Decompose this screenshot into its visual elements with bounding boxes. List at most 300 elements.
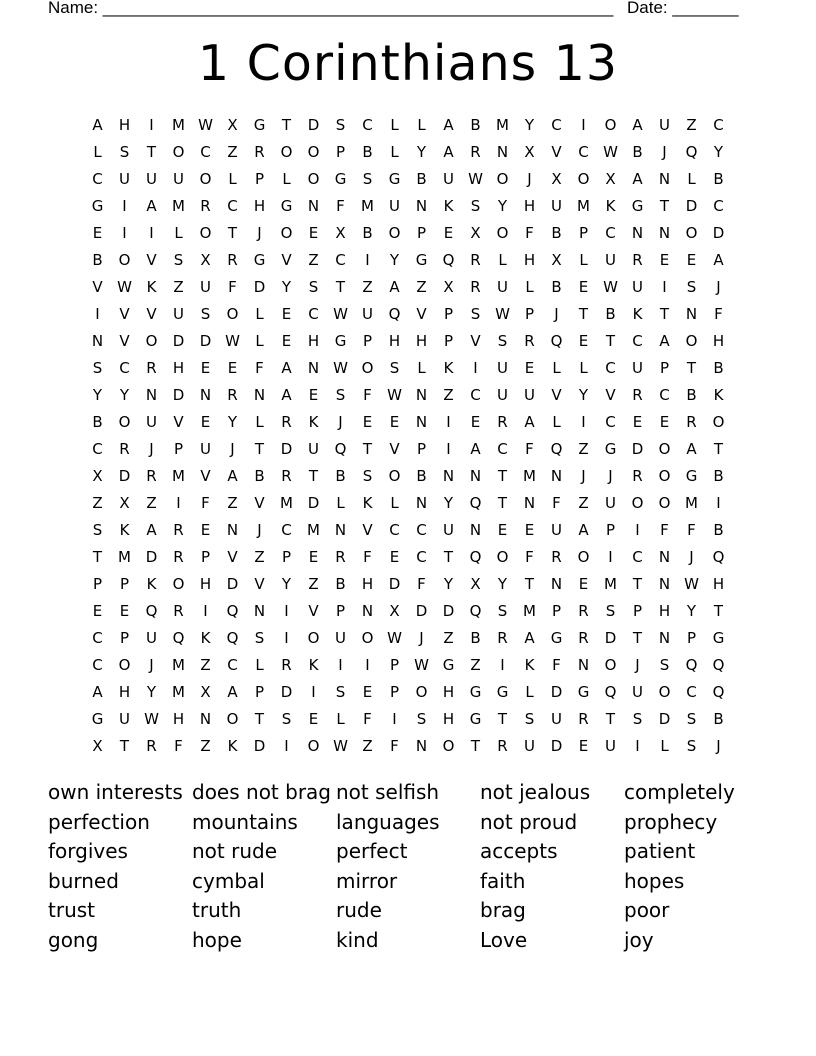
grid-letter[interactable]: U — [335, 629, 346, 647]
grid-letter[interactable]: O — [307, 170, 320, 188]
grid-letter[interactable]: B — [92, 251, 103, 269]
grid-letter[interactable]: C — [92, 440, 103, 458]
grid-letter[interactable]: C — [227, 656, 238, 674]
grid-letter[interactable]: J — [716, 278, 721, 296]
grid-letter[interactable]: L — [282, 170, 291, 188]
grid-letter[interactable]: Z — [362, 737, 373, 755]
grid-letter[interactable]: L — [93, 143, 102, 161]
grid-letter[interactable]: V — [146, 251, 157, 269]
grid-letter[interactable]: Y — [119, 386, 130, 404]
grid-letter[interactable]: U — [632, 359, 643, 377]
grid-letter[interactable]: S — [470, 197, 481, 215]
grid-letter[interactable]: O — [685, 224, 698, 242]
grid-letter[interactable]: W — [333, 305, 348, 323]
grid-letter[interactable]: G — [577, 683, 590, 701]
grid-letter[interactable]: I — [500, 656, 505, 674]
grid-letter[interactable]: H — [253, 197, 266, 215]
grid-letter[interactable]: Z — [146, 494, 157, 512]
grid-letter[interactable]: G — [253, 116, 266, 134]
grid-letter[interactable]: D — [712, 224, 725, 242]
grid-letter[interactable]: O — [496, 170, 509, 188]
grid-letter[interactable]: R — [578, 629, 589, 647]
grid-letter[interactable]: R — [578, 710, 589, 728]
grid-letter[interactable]: O — [226, 305, 239, 323]
grid-letter[interactable]: V — [551, 386, 562, 404]
grid-letter[interactable]: S — [92, 359, 103, 377]
grid-letter[interactable]: Y — [227, 413, 238, 431]
grid-letter[interactable]: U — [605, 494, 616, 512]
grid-letter[interactable]: Z — [173, 278, 184, 296]
grid-letter[interactable]: O — [577, 548, 590, 566]
grid-letter[interactable]: E — [308, 710, 319, 728]
grid-letter[interactable]: B — [92, 413, 103, 431]
grid-letter[interactable]: L — [255, 305, 264, 323]
grid-letter[interactable]: R — [632, 251, 643, 269]
grid-letter[interactable]: C — [227, 197, 238, 215]
grid-letter[interactable]: P — [416, 440, 427, 458]
grid-letter[interactable]: A — [227, 683, 238, 701]
grid-letter[interactable]: L — [390, 494, 399, 512]
grid-letter[interactable]: K — [119, 521, 130, 539]
grid-letter[interactable]: R — [281, 656, 292, 674]
grid-letter[interactable]: U — [362, 305, 373, 323]
grid-letter[interactable]: U — [551, 521, 562, 539]
grid-letter[interactable]: K — [443, 359, 454, 377]
grid-letter[interactable]: U — [551, 710, 562, 728]
grid-letter[interactable]: N — [415, 494, 428, 512]
grid-letter[interactable]: L — [660, 737, 669, 755]
grid-letter[interactable]: C — [497, 440, 508, 458]
grid-letter[interactable]: T — [605, 710, 616, 728]
grid-letter[interactable]: N — [550, 467, 563, 485]
grid-letter[interactable]: P — [389, 656, 400, 674]
grid-letter[interactable]: W — [198, 116, 213, 134]
grid-letter[interactable]: E — [632, 413, 643, 431]
grid-letter[interactable]: K — [362, 494, 373, 512]
grid-letter[interactable]: G — [442, 656, 455, 674]
grid-letter[interactable]: P — [443, 332, 454, 350]
grid-letter[interactable]: J — [581, 467, 586, 485]
grid-letter[interactable]: U — [443, 170, 454, 188]
grid-letter[interactable]: E — [659, 251, 670, 269]
grid-letter[interactable]: W — [333, 359, 348, 377]
grid-letter[interactable]: G — [496, 683, 509, 701]
grid-letter[interactable]: D — [226, 575, 239, 593]
grid-letter[interactable]: N — [469, 521, 482, 539]
grid-letter[interactable]: J — [257, 521, 262, 539]
grid-letter[interactable]: P — [335, 143, 346, 161]
grid-letter[interactable]: O — [172, 575, 185, 593]
grid-letter[interactable]: N — [631, 224, 644, 242]
grid-letter[interactable]: L — [525, 683, 534, 701]
grid-letter[interactable]: L — [255, 332, 264, 350]
grid-letter[interactable]: E — [200, 521, 211, 539]
grid-letter[interactable]: K — [146, 278, 157, 296]
grid-letter[interactable]: O — [361, 629, 374, 647]
grid-letter[interactable]: B — [470, 629, 481, 647]
grid-letter[interactable]: T — [227, 224, 238, 242]
grid-letter[interactable]: F — [525, 440, 534, 458]
grid-letter[interactable]: H — [442, 710, 455, 728]
grid-letter[interactable]: Z — [308, 251, 319, 269]
grid-letter[interactable]: N — [307, 197, 320, 215]
grid-letter[interactable]: B — [686, 386, 697, 404]
grid-letter[interactable]: G — [334, 170, 347, 188]
grid-letter[interactable]: N — [91, 332, 104, 350]
grid-letter[interactable]: T — [308, 467, 319, 485]
grid-letter[interactable]: S — [605, 602, 616, 620]
grid-letter[interactable]: R — [551, 548, 562, 566]
grid-letter[interactable]: C — [713, 116, 724, 134]
grid-letter[interactable]: O — [604, 656, 617, 674]
grid-letter[interactable]: C — [119, 359, 130, 377]
grid-letter[interactable]: L — [390, 143, 399, 161]
grid-letter[interactable]: N — [415, 413, 428, 431]
grid-letter[interactable]: C — [605, 224, 616, 242]
grid-letter[interactable]: M — [307, 521, 320, 539]
grid-letter[interactable]: Q — [712, 683, 725, 701]
grid-letter[interactable]: T — [470, 737, 481, 755]
grid-letter[interactable]: N — [253, 386, 266, 404]
grid-letter[interactable]: K — [308, 413, 319, 431]
grid-letter[interactable]: F — [525, 224, 534, 242]
grid-letter[interactable]: L — [525, 278, 534, 296]
grid-letter[interactable]: U — [524, 737, 535, 755]
grid-letter[interactable]: O — [658, 440, 671, 458]
grid-letter[interactable]: D — [118, 467, 131, 485]
grid-letter[interactable]: O — [145, 332, 158, 350]
grid-letter[interactable]: E — [281, 332, 292, 350]
grid-letter[interactable]: S — [335, 386, 346, 404]
grid-letter[interactable]: B — [335, 467, 346, 485]
grid-letter[interactable]: U — [389, 197, 400, 215]
grid-letter[interactable]: I — [635, 521, 640, 539]
grid-letter[interactable]: L — [417, 116, 426, 134]
grid-letter[interactable]: R — [470, 251, 481, 269]
grid-letter[interactable]: T — [281, 116, 292, 134]
grid-letter[interactable]: Y — [416, 143, 427, 161]
grid-letter[interactable]: A — [632, 170, 643, 188]
grid-letter[interactable]: K — [443, 197, 454, 215]
grid-letter[interactable]: Z — [227, 494, 238, 512]
grid-letter[interactable]: J — [257, 224, 262, 242]
grid-letter[interactable]: O — [118, 413, 131, 431]
grid-letter[interactable]: E — [281, 305, 292, 323]
grid-letter[interactable]: G — [334, 332, 347, 350]
grid-letter[interactable]: I — [581, 413, 586, 431]
grid-letter[interactable]: N — [469, 467, 482, 485]
grid-letter[interactable]: M — [172, 116, 185, 134]
grid-letter[interactable]: S — [119, 143, 130, 161]
grid-letter[interactable]: I — [365, 656, 370, 674]
grid-letter[interactable]: E — [470, 413, 481, 431]
grid-letter[interactable]: C — [92, 629, 103, 647]
grid-letter[interactable]: J — [608, 467, 613, 485]
grid-letter[interactable]: T — [362, 440, 373, 458]
grid-letter[interactable]: U — [605, 737, 616, 755]
grid-letter[interactable]: Y — [443, 494, 454, 512]
grid-letter[interactable]: T — [524, 575, 535, 593]
grid-letter[interactable]: N — [496, 143, 509, 161]
grid-letter[interactable]: V — [308, 602, 319, 620]
grid-letter[interactable]: N — [199, 386, 212, 404]
grid-letter[interactable]: Y — [281, 278, 292, 296]
grid-letter[interactable]: Z — [686, 116, 697, 134]
grid-letter[interactable]: G — [469, 710, 482, 728]
grid-letter[interactable]: X — [524, 143, 535, 161]
grid-letter[interactable]: A — [713, 251, 724, 269]
grid-letter[interactable]: V — [200, 467, 211, 485]
grid-letter[interactable]: F — [552, 656, 561, 674]
grid-letter[interactable]: H — [199, 575, 212, 593]
grid-letter[interactable]: R — [146, 737, 157, 755]
grid-letter[interactable]: A — [227, 467, 238, 485]
grid-letter[interactable]: C — [416, 548, 427, 566]
grid-letter[interactable]: F — [714, 305, 723, 323]
grid-letter[interactable]: C — [281, 521, 292, 539]
grid-letter[interactable]: L — [552, 413, 561, 431]
grid-letter[interactable]: W — [225, 332, 240, 350]
grid-letter[interactable]: W — [603, 278, 618, 296]
grid-letter[interactable]: S — [308, 278, 319, 296]
grid-letter[interactable]: S — [524, 710, 535, 728]
grid-letter[interactable]: E — [92, 602, 103, 620]
grid-letter[interactable]: S — [686, 278, 697, 296]
grid-letter[interactable]: M — [685, 494, 698, 512]
grid-letter[interactable]: L — [255, 656, 264, 674]
grid-letter[interactable]: S — [686, 710, 697, 728]
grid-letter[interactable]: S — [659, 656, 670, 674]
grid-letter[interactable]: O — [712, 413, 725, 431]
grid-letter[interactable]: J — [662, 143, 667, 161]
grid-letter[interactable]: V — [119, 305, 130, 323]
grid-letter[interactable]: F — [660, 521, 669, 539]
grid-letter[interactable]: O — [415, 683, 428, 701]
grid-letter[interactable]: I — [149, 224, 154, 242]
grid-letter[interactable]: O — [361, 359, 374, 377]
grid-letter[interactable]: R — [146, 467, 157, 485]
grid-letter[interactable]: P — [200, 548, 211, 566]
grid-letter[interactable]: A — [92, 116, 103, 134]
grid-letter[interactable]: U — [119, 170, 130, 188]
grid-letter[interactable]: T — [335, 278, 346, 296]
grid-letter[interactable]: F — [390, 737, 399, 755]
grid-letter[interactable]: Z — [254, 548, 265, 566]
grid-letter[interactable]: Y — [389, 251, 400, 269]
grid-letter[interactable]: B — [713, 710, 724, 728]
grid-letter[interactable]: N — [361, 602, 374, 620]
grid-letter[interactable]: Q — [550, 332, 563, 350]
grid-letter[interactable]: B — [632, 143, 643, 161]
grid-letter[interactable]: M — [172, 656, 185, 674]
grid-letter[interactable]: O — [631, 494, 644, 512]
grid-letter[interactable]: S — [497, 602, 508, 620]
grid-letter[interactable]: Q — [685, 143, 698, 161]
grid-letter[interactable]: M — [577, 197, 590, 215]
grid-letter[interactable]: P — [605, 521, 616, 539]
grid-letter[interactable]: B — [713, 521, 724, 539]
grid-letter[interactable]: L — [336, 710, 345, 728]
grid-letter[interactable]: S — [470, 305, 481, 323]
grid-letter[interactable]: P — [416, 224, 427, 242]
grid-letter[interactable]: Q — [550, 440, 563, 458]
grid-letter[interactable]: G — [550, 629, 563, 647]
grid-letter[interactable]: B — [713, 467, 724, 485]
grid-letter[interactable]: H — [523, 251, 536, 269]
grid-letter[interactable]: H — [172, 359, 185, 377]
grid-letter[interactable]: U — [524, 386, 535, 404]
grid-letter[interactable]: G — [91, 710, 104, 728]
grid-letter[interactable]: C — [713, 197, 724, 215]
grid-letter[interactable]: M — [118, 548, 131, 566]
grid-letter[interactable]: L — [552, 359, 561, 377]
grid-letter[interactable]: O — [280, 143, 293, 161]
grid-letter[interactable]: W — [387, 386, 402, 404]
grid-letter[interactable]: U — [173, 170, 184, 188]
grid-letter[interactable]: I — [365, 251, 370, 269]
grid-letter[interactable]: O — [226, 710, 239, 728]
grid-letter[interactable]: I — [473, 359, 478, 377]
grid-letter[interactable]: B — [551, 278, 562, 296]
grid-letter[interactable]: B — [416, 467, 427, 485]
grid-letter[interactable]: R — [632, 467, 643, 485]
grid-letter[interactable]: C — [470, 386, 481, 404]
grid-letter[interactable]: M — [172, 467, 185, 485]
grid-letter[interactable]: P — [281, 548, 292, 566]
grid-letter[interactable]: Z — [416, 278, 427, 296]
grid-letter[interactable]: R — [524, 332, 535, 350]
grid-letter[interactable]: R — [497, 737, 508, 755]
grid-letter[interactable]: T — [605, 332, 616, 350]
grid-letter[interactable]: I — [176, 494, 181, 512]
grid-letter[interactable]: C — [605, 413, 616, 431]
grid-letter[interactable]: D — [172, 332, 185, 350]
grid-letter[interactable]: B — [254, 467, 265, 485]
grid-letter[interactable]: K — [632, 305, 643, 323]
grid-letter[interactable]: C — [686, 683, 697, 701]
grid-letter[interactable]: W — [387, 629, 402, 647]
grid-letter[interactable]: L — [228, 170, 237, 188]
grid-letter[interactable]: O — [199, 170, 212, 188]
grid-letter[interactable]: K — [524, 656, 535, 674]
grid-letter[interactable]: Y — [686, 602, 697, 620]
grid-letter[interactable]: S — [416, 710, 427, 728]
grid-letter[interactable]: E — [362, 413, 373, 431]
grid-letter[interactable]: T — [497, 710, 508, 728]
grid-letter[interactable]: E — [578, 332, 589, 350]
grid-letter[interactable]: L — [579, 251, 588, 269]
grid-letter[interactable]: H — [712, 575, 725, 593]
grid-letter[interactable]: S — [632, 710, 643, 728]
grid-letter[interactable]: P — [551, 602, 562, 620]
grid-letter[interactable]: R — [200, 197, 211, 215]
grid-letter[interactable]: R — [227, 251, 238, 269]
grid-letter[interactable]: V — [362, 521, 373, 539]
grid-letter[interactable]: L — [336, 494, 345, 512]
grid-letter[interactable]: B — [416, 170, 427, 188]
grid-letter[interactable]: S — [335, 116, 346, 134]
grid-letter[interactable]: C — [92, 656, 103, 674]
grid-letter[interactable]: E — [200, 359, 211, 377]
grid-letter[interactable]: D — [307, 494, 320, 512]
grid-letter[interactable]: R — [173, 548, 184, 566]
grid-letter[interactable]: O — [658, 683, 671, 701]
grid-letter[interactable]: J — [419, 629, 424, 647]
grid-letter[interactable]: C — [659, 386, 670, 404]
grid-letter[interactable]: V — [146, 305, 157, 323]
grid-letter[interactable]: Y — [281, 575, 292, 593]
grid-letter[interactable]: I — [662, 278, 667, 296]
grid-letter[interactable]: V — [119, 332, 130, 350]
grid-letter[interactable]: R — [173, 521, 184, 539]
grid-letter[interactable]: A — [659, 332, 670, 350]
grid-letter[interactable]: V — [551, 143, 562, 161]
grid-letter[interactable]: L — [579, 359, 588, 377]
grid-letter[interactable]: J — [554, 305, 559, 323]
grid-letter[interactable]: X — [551, 251, 562, 269]
grid-letter[interactable]: E — [308, 548, 319, 566]
grid-letter[interactable]: V — [254, 494, 265, 512]
grid-letter[interactable]: I — [608, 548, 613, 566]
grid-letter[interactable]: S — [92, 521, 103, 539]
grid-letter[interactable]: T — [443, 548, 454, 566]
grid-letter[interactable]: U — [632, 278, 643, 296]
grid-letter[interactable]: G — [685, 467, 698, 485]
grid-letter[interactable]: A — [578, 521, 589, 539]
grid-letter[interactable]: L — [390, 116, 399, 134]
grid-letter[interactable]: E — [308, 224, 319, 242]
grid-letter[interactable]: J — [635, 656, 640, 674]
grid-letter[interactable]: Z — [362, 278, 373, 296]
grid-letter[interactable]: H — [118, 683, 131, 701]
grid-letter[interactable]: S — [497, 332, 508, 350]
grid-letter[interactable]: Q — [172, 629, 185, 647]
grid-letter[interactable]: A — [443, 116, 454, 134]
grid-letter[interactable]: K — [308, 656, 319, 674]
grid-letter[interactable]: Z — [92, 494, 103, 512]
grid-letter[interactable]: E — [524, 521, 535, 539]
grid-letter[interactable]: Y — [92, 386, 103, 404]
grid-letter[interactable]: C — [362, 116, 373, 134]
grid-letter[interactable]: H — [307, 332, 320, 350]
grid-letter[interactable]: K — [713, 386, 724, 404]
grid-letter[interactable]: W — [603, 143, 618, 161]
grid-letter[interactable]: D — [253, 278, 266, 296]
grid-letter[interactable]: S — [362, 170, 373, 188]
grid-letter[interactable]: F — [552, 494, 561, 512]
grid-letter[interactable]: E — [119, 602, 130, 620]
grid-letter[interactable]: D — [307, 116, 320, 134]
grid-letter[interactable]: U — [173, 305, 184, 323]
grid-letter[interactable]: J — [527, 170, 532, 188]
grid-letter[interactable]: P — [254, 683, 265, 701]
grid-letter[interactable]: Q — [226, 602, 239, 620]
grid-letter[interactable]: C — [92, 170, 103, 188]
grid-letter[interactable]: B — [713, 359, 724, 377]
grid-letter[interactable]: G — [604, 440, 617, 458]
grid-letter[interactable]: E — [578, 737, 589, 755]
grid-letter[interactable]: P — [335, 602, 346, 620]
grid-letter[interactable]: G — [631, 197, 644, 215]
grid-letter[interactable]: Z — [578, 440, 589, 458]
grid-letter[interactable]: X — [389, 602, 400, 620]
grid-letter[interactable]: X — [335, 224, 346, 242]
grid-letter[interactable]: X — [470, 224, 481, 242]
grid-letter[interactable]: O — [307, 737, 320, 755]
grid-letter[interactable]: F — [228, 278, 237, 296]
grid-letter[interactable]: U — [200, 278, 211, 296]
grid-letter[interactable]: I — [122, 197, 127, 215]
